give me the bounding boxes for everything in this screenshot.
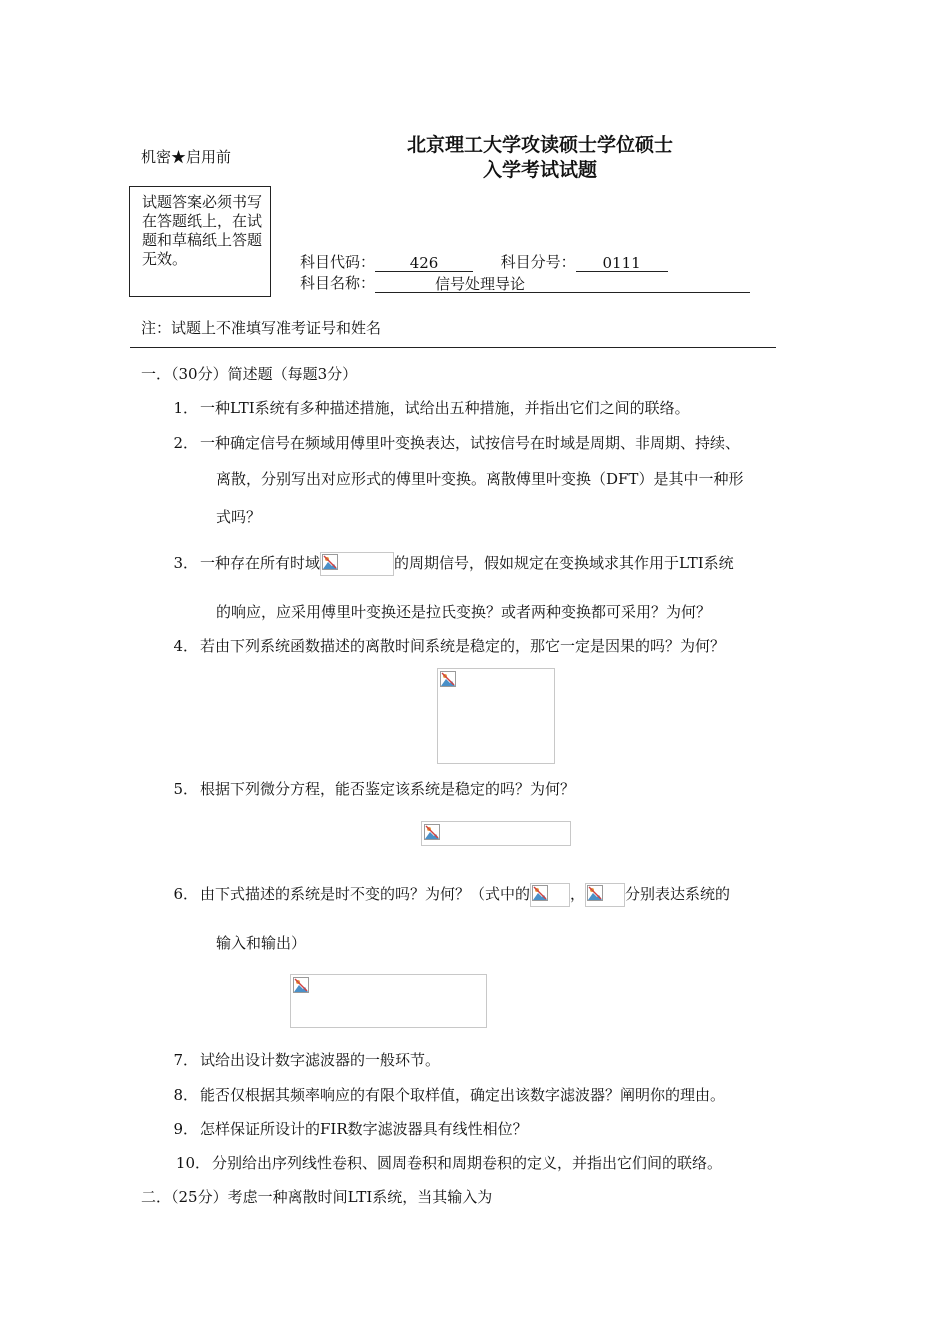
exam-note: 注：试题上不准填写准考证号和姓名 [141, 319, 382, 337]
broken-image-icon [424, 824, 440, 840]
broken-image-icon [532, 885, 548, 901]
question-2-line3: 式吗？ [216, 508, 262, 526]
broken-image-icon [293, 977, 309, 993]
question-1: 1． 一种LTI系统有多种描述措施，试给出五种措施，并指出它们之间的联络。 [173, 399, 690, 417]
output-symbol-image-placeholder [585, 883, 625, 907]
confidential-label: 机密★启用前 [141, 148, 232, 166]
question-7: 7． 试给出设计数字滤波器的一般环节。 [173, 1051, 441, 1069]
question-9: 9． 怎样保证所设计的FIR数字滤波器具有线性相位？ [173, 1120, 528, 1138]
question-6-line2: 输入和输出） [216, 934, 307, 952]
notice-box [129, 186, 271, 297]
question-10: 10． 分别给出序列线性卷积、圆周卷积和周期卷积的定义，并指出它们间的联络。 [175, 1154, 723, 1172]
subject-name-row [300, 273, 750, 293]
differential-equation-image-placeholder [421, 821, 571, 846]
system-function-image-placeholder [437, 668, 555, 764]
formula-image-placeholder [320, 552, 394, 576]
notice-text: 试题答案必须书写在答题纸上，在试题和草稿纸上答题无效。 [142, 193, 263, 268]
subject-name-value: 信号处理导论 [375, 274, 750, 293]
question-3-line2: 的响应，应采用傅里叶变换还是拉氏变换？或者两种变换都可采用？为何？ [216, 603, 712, 621]
subject-name-label: 科目名称： [300, 274, 376, 292]
question-2-line1: 2． 一种确定信号在频域用傅里叶变换表达，试按信号在时域是周期、非周期、持续、 [173, 434, 741, 452]
broken-image-icon [587, 885, 603, 901]
exam-title-line1: 北京理工大学攻读硕士学位硕士 [406, 134, 673, 156]
section1-heading: 一．（30分）简述题（每题3分） [141, 365, 358, 383]
broken-image-icon [322, 554, 338, 570]
section2-heading: 二．（25分）考虑一种离散时间LTI系统，当其输入为 [141, 1188, 493, 1206]
question-4: 4． 若由下列系统函数描述的离散时间系统是稳定的，那它一定是因果的吗？为何？ [173, 637, 726, 655]
subject-num-value: 0111 [576, 253, 668, 272]
subject-num-label: 科目分号： [500, 253, 576, 271]
question-8: 8． 能否仅根据其频率响应的有限个取样值，确定出该数字滤波器？阐明你的理由。 [173, 1086, 726, 1104]
system-equation-image-placeholder [290, 974, 487, 1028]
header-divider [130, 347, 776, 348]
exam-title-line2: 入学考试试题 [482, 159, 597, 181]
subject-code-value: 426 [375, 253, 473, 272]
question-3-line1: 3． 一种存在所有时域 的周期信号，假如规定在变换域求其作用于LTI系统 [170, 552, 734, 576]
subject-code-row [300, 252, 668, 272]
question-6-line1: 6． 由下式描述的系统是时不变的吗？为何？（式中的 ， 分别表达系统的 [170, 883, 730, 907]
broken-image-icon [440, 671, 456, 687]
question-2-line2: 离散，分别写出对应形式的傅里叶变换。离散傅里叶变换（DFT）是其中一种形 [216, 470, 744, 488]
question-5: 5． 根据下列微分方程，能否鉴定该系统是稳定的吗？为何？ [173, 780, 576, 798]
input-symbol-image-placeholder [530, 883, 570, 907]
subject-code-label: 科目代码： [300, 253, 376, 271]
